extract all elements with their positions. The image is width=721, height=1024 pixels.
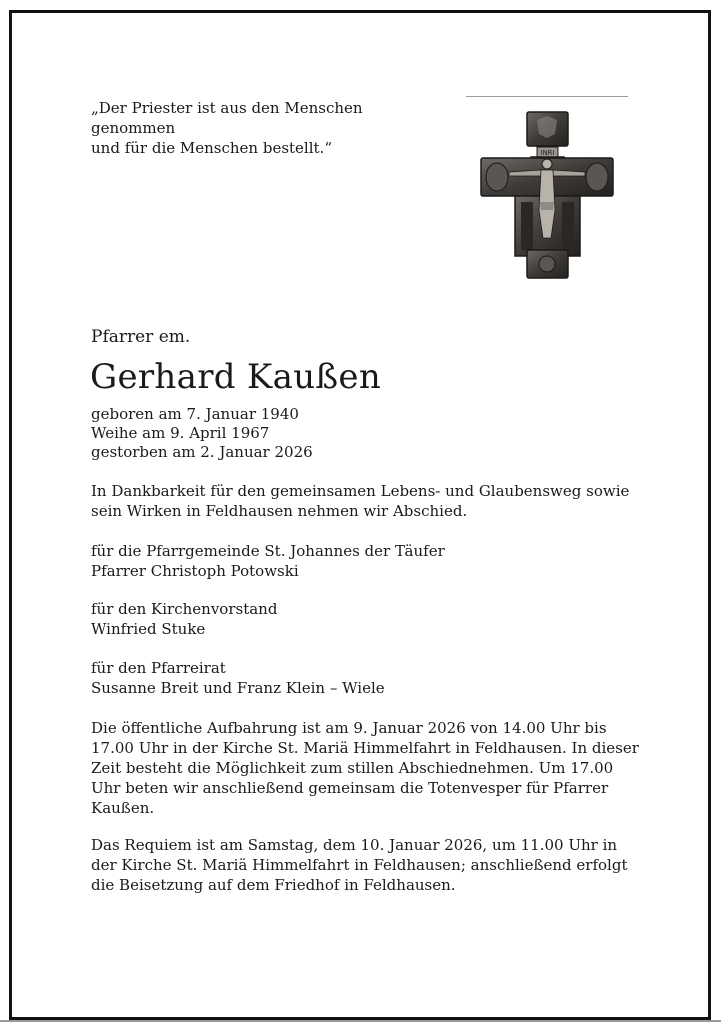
bottom-divider — [0, 1020, 721, 1022]
signatory-names: Winfried Stuke — [91, 620, 206, 638]
death-date: gestorben am 2. Januar 2026 — [91, 443, 313, 461]
text-line: Die öffentliche Aufbahrung ist am 9. Januar 2026 von 14.00 Uhr bis — [91, 719, 607, 737]
text-line: Zeit besteht die Möglichkeit zum stillen Abschiednehmen. Um 17.00 — [91, 759, 614, 777]
signatory-parish-council — [91, 658, 671, 698]
quote-line: „Der Priester ist aus den Menschen — [91, 99, 363, 117]
requiem-announcement — [91, 835, 671, 895]
deceased-name: Gerhard Kaußen — [90, 357, 382, 397]
viewing-announcement — [91, 718, 671, 818]
inri-inscription: INRI — [540, 149, 555, 157]
text-line: der Kirche St. Mariä Himmelfahrt in Feldhausen; anschließend erfolgt — [91, 856, 628, 874]
signatory-org: für den Pfarreirat — [91, 659, 226, 677]
clerical-title: Pfarrer em. — [91, 327, 191, 347]
text-line: sein Wirken in Feldhausen nehmen wir Abschied. — [91, 502, 468, 520]
life-dates — [91, 405, 313, 462]
signatory-names: Susanne Breit und Franz Klein – Wiele — [91, 679, 385, 697]
quote-line: und für die Menschen bestellt.“ — [91, 139, 332, 157]
ordination-date: Weihe am 9. April 1967 — [91, 424, 270, 442]
birth-date: geboren am 7. Januar 1940 — [91, 405, 299, 423]
text-line: Kaußen. — [91, 799, 155, 817]
signatory-org: für die Pfarrgemeinde St. Johannes der Täufer — [91, 542, 445, 560]
signatory-parish — [91, 541, 671, 581]
crucifix-icon — [479, 110, 615, 280]
text-line: die Beisetzung auf dem Friedhof in Feldhausen. — [91, 876, 456, 894]
text-line: In Dankbarkeit für den gemeinsamen Lebens- und Glaubensweg sowie — [91, 482, 630, 500]
signatory-church-board — [91, 599, 671, 639]
signatory-org: für den Kirchenvorstand — [91, 600, 278, 618]
quote-line: genommen — [91, 119, 176, 137]
signatory-names: Pfarrer Christoph Potowski — [91, 562, 299, 580]
top-divider — [466, 96, 628, 97]
text-line: 17.00 Uhr in der Kirche St. Mariä Himmelfahrt in Feldhausen. In dieser — [91, 739, 639, 757]
text-line: Das Requiem ist am Samstag, dem 10. Januar 2026, um 11.00 Uhr in — [91, 836, 618, 854]
text-line: Uhr beten wir anschließend gemeinsam die Totenvesper für Pfarrer — [91, 779, 609, 797]
bible-quote — [91, 98, 391, 158]
gratitude-text — [91, 481, 671, 521]
